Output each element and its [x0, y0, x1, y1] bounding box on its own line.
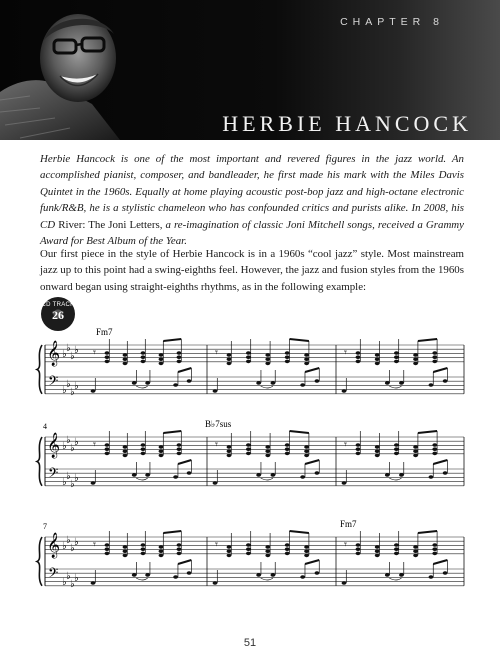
note-head [265, 554, 270, 558]
brace [37, 537, 42, 586]
note-head [356, 360, 361, 364]
note-head [432, 547, 437, 551]
note-head [105, 452, 110, 456]
note-head [375, 454, 380, 458]
eighth-rest: 𝄾 [344, 539, 347, 551]
note-head [246, 351, 251, 355]
flat-sign: ♭ [66, 571, 71, 582]
bass-note-head [271, 381, 276, 385]
chord-symbol: Fm7 [96, 327, 113, 337]
note-head [177, 452, 182, 456]
bass-note-head [132, 381, 137, 385]
note-head [356, 452, 361, 456]
note-head [141, 351, 146, 355]
note-head [227, 445, 232, 449]
note-head [227, 549, 232, 553]
bass-note-head [399, 473, 404, 477]
tie [136, 386, 147, 388]
note-head [285, 452, 290, 456]
tie [261, 386, 273, 388]
note-head [141, 360, 146, 364]
beam [290, 431, 309, 433]
note-head [141, 552, 146, 556]
note-head [285, 360, 290, 364]
page-number: 51 [243, 637, 257, 649]
note-head [304, 353, 309, 357]
note-head [375, 353, 380, 357]
score-system [37, 327, 464, 398]
eighth-rest: 𝄾 [93, 539, 96, 551]
note-head [265, 454, 270, 458]
bass-note-head [271, 573, 276, 577]
flat-sign: ♭ [70, 543, 75, 554]
bass-beam [305, 560, 319, 564]
note-head [246, 452, 251, 456]
note-head [356, 552, 361, 556]
note-head [375, 554, 380, 558]
bass-clef: 𝄢 [48, 375, 59, 392]
note-head [413, 549, 418, 553]
note-head [227, 449, 232, 453]
tie [389, 478, 401, 480]
bass-note-head [443, 471, 448, 475]
note-head [375, 549, 380, 553]
bass-note-head [429, 475, 434, 479]
measure-number: 7 [43, 522, 47, 531]
flat-sign: ♭ [66, 435, 71, 446]
bass-note-head [213, 389, 218, 393]
beam [163, 431, 181, 433]
note-head [285, 355, 290, 359]
note-head [123, 554, 128, 558]
note-head [246, 360, 251, 364]
score-system [37, 519, 464, 590]
note-head [123, 362, 128, 366]
note-head [141, 355, 146, 359]
bass-note-head [443, 571, 448, 575]
bass-note-head [173, 383, 178, 387]
flat-sign: ♭ [74, 437, 79, 448]
bass-note-head [300, 575, 305, 579]
bass-note-head [145, 381, 150, 385]
note-head [265, 357, 270, 361]
note-head [413, 545, 418, 549]
bass-note-head [91, 481, 96, 485]
bass-beam [433, 460, 447, 464]
note-head [123, 454, 128, 458]
tie [389, 578, 401, 580]
eighth-rest: 𝄾 [344, 439, 347, 451]
note-head [356, 351, 361, 355]
note-head [394, 443, 399, 447]
bass-clef: 𝄢 [48, 567, 59, 584]
bass-note-head [256, 573, 261, 577]
note-head [304, 357, 309, 361]
note-head [285, 543, 290, 547]
note-head [432, 552, 437, 556]
bass-note-head [429, 383, 434, 387]
bass-note-head [213, 581, 218, 585]
note-head [159, 545, 164, 549]
note-head [285, 552, 290, 556]
note-head [432, 447, 437, 451]
eighth-rest: 𝄾 [215, 439, 218, 451]
bass-note-head [315, 471, 320, 475]
bass-note-head [256, 473, 261, 477]
note-head [394, 547, 399, 551]
note-head [246, 552, 251, 556]
cd-track-number: 26 [52, 308, 64, 322]
note-head [123, 449, 128, 453]
note-head [123, 353, 128, 357]
note-head [375, 449, 380, 453]
note-head [356, 547, 361, 551]
bass-note-head [271, 473, 276, 477]
note-head [141, 547, 146, 551]
eighth-rest: 𝄾 [215, 539, 218, 551]
bass-note-head [173, 575, 178, 579]
note-head [304, 449, 309, 453]
note-head [227, 454, 232, 458]
bass-note-head [342, 481, 347, 485]
flat-sign: ♭ [62, 385, 67, 396]
intro-text-start: Herbie Hancock is one of the most important and revered figures in the jazz world. An accomplished pianist, composer, and bandleader, he first made his mark with the Miles Davis Quintet in the 1960s. Equally at home playing acoustic post-bop jazz and high-octane electronic funk/R&B, he is a stylistic chameleon who has confounded critics and purists alike. In 2008, his CD [40, 153, 464, 231]
bass-note-head [399, 573, 404, 577]
note-head [141, 447, 146, 451]
note-head [285, 547, 290, 551]
note-head [394, 552, 399, 556]
tie [261, 578, 273, 580]
flat-sign: ♭ [70, 443, 75, 454]
note-head [265, 445, 270, 449]
note-head [246, 547, 251, 551]
flat-sign: ♭ [70, 351, 75, 362]
bass-note-head [213, 481, 218, 485]
bass-beam [178, 368, 191, 372]
chord-symbol: Fm7 [340, 519, 357, 529]
bass-note-head [187, 471, 192, 475]
note-head [177, 547, 182, 551]
note-head [265, 362, 270, 366]
note-head [394, 360, 399, 364]
bass-note-head [145, 473, 150, 477]
treble-clef: 𝄞 [47, 532, 61, 557]
note-head [375, 362, 380, 366]
intro-cd-title: River: The Joni Letters [58, 218, 160, 231]
note-head [123, 545, 128, 549]
bass-beam [178, 460, 191, 464]
bass-beam [305, 460, 319, 464]
note-head [394, 355, 399, 359]
note-head [246, 447, 251, 451]
note-head [159, 554, 164, 558]
note-head [105, 547, 110, 551]
bass-note-head [342, 389, 347, 393]
note-head [177, 355, 182, 359]
bass-note-head [315, 571, 320, 575]
flat-sign: ♭ [62, 349, 67, 360]
bass-note-head [385, 381, 390, 385]
note-head [304, 454, 309, 458]
beam [290, 531, 309, 533]
note-head [413, 353, 418, 357]
note-head [227, 545, 232, 549]
flat-sign: ♭ [74, 381, 79, 392]
beam [163, 339, 181, 341]
note-head [177, 552, 182, 556]
note-head [227, 554, 232, 558]
eighth-rest: 𝄾 [215, 347, 218, 359]
beam [418, 339, 437, 341]
tie [136, 578, 147, 580]
note-head [285, 351, 290, 355]
note-head [141, 452, 146, 456]
note-head [375, 357, 380, 361]
note-head [105, 552, 110, 556]
eighth-rest: 𝄾 [93, 347, 96, 359]
bass-beam [178, 560, 191, 564]
note-head [105, 443, 110, 447]
beam [418, 431, 437, 433]
bass-note-head [385, 473, 390, 477]
beam [163, 531, 181, 533]
flat-sign: ♭ [70, 579, 75, 590]
flat-sign: ♭ [62, 541, 67, 552]
bass-note-head [173, 475, 178, 479]
note-head [394, 543, 399, 547]
bass-beam [433, 368, 447, 372]
note-head [105, 360, 110, 364]
note-head [432, 543, 437, 547]
note-head [432, 360, 437, 364]
bass-note-head [91, 389, 96, 393]
flat-sign: ♭ [74, 345, 79, 356]
intro-text-end: , a re-imagination of classic Joni Mitchell songs, received a Grammy Award for Best Album of the Year. [40, 218, 465, 248]
note-head [432, 452, 437, 456]
brace [37, 345, 42, 394]
note-head [304, 545, 309, 549]
bass-note-head [429, 575, 434, 579]
note-head [432, 355, 437, 359]
note-head [141, 443, 146, 447]
note-head [227, 362, 232, 366]
tie [261, 478, 273, 480]
bass-note-head [300, 475, 305, 479]
eighth-rest: 𝄾 [93, 439, 96, 451]
note-head [177, 351, 182, 355]
flat-sign: ♭ [62, 441, 67, 452]
note-head [304, 362, 309, 366]
note-head [227, 357, 232, 361]
note-head [246, 443, 251, 447]
note-head [105, 447, 110, 451]
note-head [265, 353, 270, 357]
note-head [246, 543, 251, 547]
flat-sign: ♭ [70, 479, 75, 490]
note-head [413, 445, 418, 449]
bass-note-head [385, 573, 390, 577]
bass-note-head [256, 381, 261, 385]
chapter-title: HERBIE HANCOCK [222, 111, 472, 136]
note-head [159, 549, 164, 553]
note-head [356, 447, 361, 451]
note-head [304, 445, 309, 449]
flat-sign: ♭ [66, 379, 71, 390]
flat-sign: ♭ [74, 473, 79, 484]
note-head [265, 545, 270, 549]
flat-sign: ♭ [66, 471, 71, 482]
flat-sign: ♭ [62, 577, 67, 588]
bass-note-head [187, 379, 192, 383]
note-head [356, 543, 361, 547]
note-head [159, 353, 164, 357]
note-head [265, 449, 270, 453]
score-system [37, 419, 464, 490]
note-head [123, 357, 128, 361]
note-head [432, 351, 437, 355]
note-head [265, 549, 270, 553]
flat-sign: ♭ [66, 343, 71, 354]
flat-sign: ♭ [62, 477, 67, 488]
note-head [304, 549, 309, 553]
bass-note-head [443, 379, 448, 383]
cd-track-label: CD TRACK [41, 302, 75, 308]
chapter-label: CHAPTER 8 [340, 16, 444, 28]
bass-beam [305, 368, 319, 372]
note-head [159, 454, 164, 458]
bass-note-head [300, 383, 305, 387]
bass-note-head [342, 581, 347, 585]
note-head [159, 445, 164, 449]
measure-number: 4 [43, 422, 47, 431]
note-head [394, 452, 399, 456]
bass-note-head [315, 379, 320, 383]
note-head [356, 355, 361, 359]
bass-note-head [132, 573, 137, 577]
note-head [375, 545, 380, 549]
note-head [105, 351, 110, 355]
note-head [123, 445, 128, 449]
flat-sign: ♭ [70, 387, 75, 398]
note-head [413, 357, 418, 361]
bass-note-head [145, 573, 150, 577]
bass-note-head [91, 581, 96, 585]
note-head [413, 554, 418, 558]
note-head [356, 443, 361, 447]
note-head [123, 549, 128, 553]
note-head [159, 357, 164, 361]
treble-clef: 𝄞 [47, 340, 61, 365]
note-head [394, 351, 399, 355]
note-head [177, 443, 182, 447]
note-head [159, 362, 164, 366]
chord-symbol: B♭7sus [205, 419, 232, 429]
eighth-rest: 𝄾 [344, 347, 347, 359]
note-head [246, 355, 251, 359]
note-head [105, 543, 110, 547]
tie [136, 478, 147, 480]
bass-note-head [187, 571, 192, 575]
note-head [394, 447, 399, 451]
note-head [413, 454, 418, 458]
note-head [304, 554, 309, 558]
note-head [375, 445, 380, 449]
note-head [227, 353, 232, 357]
brace [37, 437, 42, 486]
note-head [285, 443, 290, 447]
note-head [413, 362, 418, 366]
body-paragraph: Our first piece in the style of Herbie Hancock is in a 1960s “cool jazz” style. Most mainstream jazz up to this point had a swing-eighths feel. However, the jazz and fusion styles from the 1960s onward began using straight-eighths rhythms, as in the following example: [40, 248, 464, 293]
note-head [159, 449, 164, 453]
note-head [413, 449, 418, 453]
note-head [177, 447, 182, 451]
note-head [432, 443, 437, 447]
note-head [177, 543, 182, 547]
beam [290, 339, 309, 341]
flat-sign: ♭ [74, 537, 79, 548]
treble-clef: 𝄞 [47, 432, 61, 457]
note-head [105, 355, 110, 359]
note-head [285, 447, 290, 451]
bass-note-head [399, 381, 404, 385]
bass-beam [433, 560, 447, 564]
note-head [141, 543, 146, 547]
bass-clef: 𝄢 [48, 467, 59, 484]
beam [418, 531, 437, 533]
tie [389, 386, 401, 388]
bass-note-head [132, 473, 137, 477]
note-head [177, 360, 182, 364]
flat-sign: ♭ [66, 535, 71, 546]
flat-sign: ♭ [74, 573, 79, 584]
